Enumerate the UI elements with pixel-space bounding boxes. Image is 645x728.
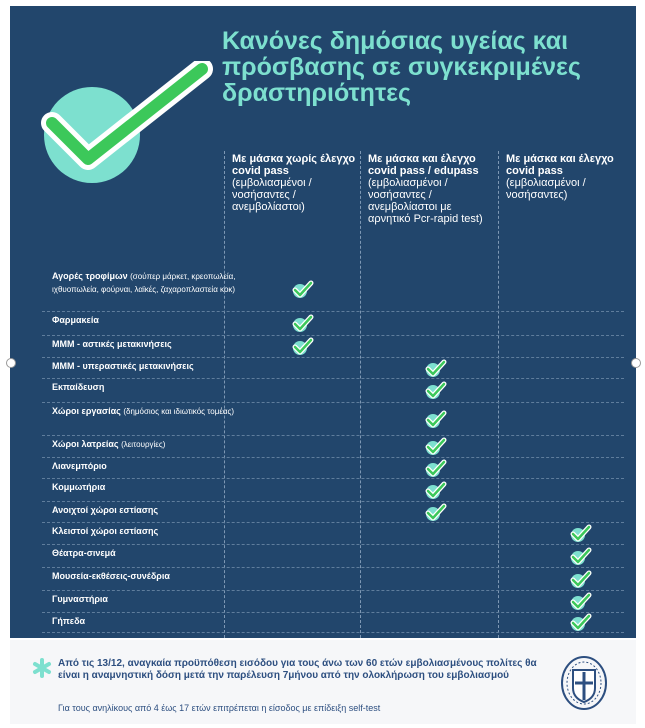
row-label xyxy=(52,314,242,327)
row-label-main: Ανοιχτοί χώροι εστίασης xyxy=(52,505,159,515)
title-line-1: Κανόνες δημόσιας υγείας και xyxy=(222,27,569,55)
checkmark-icon xyxy=(425,381,447,401)
checkmark-icon xyxy=(292,280,314,300)
table-row xyxy=(42,568,624,591)
row-label xyxy=(52,438,242,451)
row-label-main: Κομμωτήρια xyxy=(52,482,106,492)
medical-asterisk-icon xyxy=(32,658,52,678)
row-label-detail: (δημόσιος και ιδιωτικός τομέας) xyxy=(123,407,235,416)
checkmark-icon xyxy=(425,410,447,430)
row-label xyxy=(52,504,242,517)
row-label xyxy=(52,615,242,628)
row-label xyxy=(52,338,242,351)
footer-note-minors: Για τους ανηλίκους από 4 έως 17 ετών επιτρέπεται η είσοδος με επίδειξη self-test xyxy=(58,703,381,713)
row-label xyxy=(52,460,242,473)
table-row xyxy=(42,502,624,523)
row-label-main: Κλειστοί χώροι εστίασης xyxy=(52,526,159,536)
row-divider xyxy=(42,632,624,633)
page-title xyxy=(222,28,622,106)
row-label-main: Γήπεδα xyxy=(52,616,86,626)
checkmark-icon xyxy=(570,613,592,633)
checkmark-circle-icon xyxy=(30,61,220,186)
table-row xyxy=(42,312,624,336)
greek-emblem-icon xyxy=(558,654,610,712)
table-row xyxy=(42,545,624,568)
row-label-main: Γυμναστήρια xyxy=(52,594,108,604)
row-label-main: Μουσεία-εκθέσεις-συνέδρια xyxy=(52,571,170,581)
row-label xyxy=(52,405,242,418)
row-label xyxy=(52,481,242,494)
column-header-1-main: Με μάσκα χωρίς έλεγχο covid pass xyxy=(232,153,356,177)
row-label-main: ΜΜΜ - αστικές μετακινήσεις xyxy=(52,339,172,349)
checkmark-icon xyxy=(292,314,314,334)
checkmark-icon xyxy=(570,524,592,544)
poster xyxy=(10,6,636,638)
row-label-main: Χώροι λατρείας xyxy=(52,439,119,449)
checkmark-icon xyxy=(425,459,447,479)
table-row xyxy=(42,336,624,358)
column-header-3-main: Με μάσκα και έλεγχο covid pass xyxy=(506,153,614,177)
row-label-main: Εκπαίδευση xyxy=(52,382,105,392)
column-header-2-main: Με μάσκα και έλεγχο covid pass / edupass xyxy=(368,153,479,177)
table-row xyxy=(42,358,624,379)
row-label-main: Χώροι εργασίας xyxy=(52,406,121,416)
column-header-3 xyxy=(506,153,626,201)
checkmark-icon xyxy=(425,359,447,379)
resize-handle-right[interactable] xyxy=(631,358,641,368)
table-row xyxy=(42,479,624,502)
row-label xyxy=(52,547,242,560)
checkmark-icon xyxy=(425,503,447,523)
row-label xyxy=(52,360,242,373)
row-label-main: ΜΜΜ - υπεραστικές μετακινήσεις xyxy=(52,361,194,371)
footer-note: Από τις 13/12, αναγκαία προϋπόθεση εισόδου για τους άνω των 60 ετών εμβολιασμένους πολίτες θα είναι η αναμνηστική δόση μετά την παρέλευση 7μήνου από την ολοκλήρωση του εμβολιασμού xyxy=(58,658,537,681)
title-line-2: πρόσβασης σε συγκεκριμένες xyxy=(222,53,581,81)
table-row xyxy=(42,613,624,633)
column-header-3-detail: (εμβολιασμένοι /νοσήσαντες) xyxy=(506,177,586,201)
checkmark-icon xyxy=(570,547,592,567)
row-label-main: Λιανεμπόριο xyxy=(52,461,107,471)
table-row xyxy=(42,591,624,613)
footer xyxy=(10,640,636,724)
table-row xyxy=(42,436,624,458)
title-line-3: δραστηριότητες xyxy=(222,79,411,107)
table-row xyxy=(42,268,624,312)
checkmark-icon xyxy=(425,437,447,457)
row-label xyxy=(52,525,242,538)
table-row xyxy=(42,379,624,403)
column-header-2 xyxy=(368,153,496,225)
table-row xyxy=(42,458,624,479)
checkmark-icon xyxy=(292,337,314,357)
checkmark-icon xyxy=(425,481,447,501)
row-label xyxy=(52,270,242,296)
row-label xyxy=(52,593,242,606)
column-header-2-detail: (εμβολιασμένοι / νοσήσαντες / ανεμβολίαστοι με αρνητικό Pcr-rapid test) xyxy=(368,177,483,225)
column-header-1-detail: (εμβολιασμένοι / νοσήσαντες / ανεμβολίαστοι) xyxy=(232,177,312,213)
table-row xyxy=(42,403,624,436)
row-label-main: Φαρμακεία xyxy=(52,315,99,325)
row-label xyxy=(52,570,242,583)
row-label xyxy=(52,381,242,394)
row-label-main: Αγορές τροφίμων xyxy=(52,271,128,281)
checkmark-icon xyxy=(570,592,592,612)
row-label-main: Θέατρα-σινεμά xyxy=(52,548,116,558)
column-header-1 xyxy=(232,153,358,213)
row-label-detail: (σούπερ μάρκετ, κρεοπωλεία, ιχθυοπωλεία, φούρναι, λαϊκές, ζαχαροπλαστεία κοκ) xyxy=(52,272,236,294)
row-label-detail: (λειτουργίες) xyxy=(121,440,166,449)
table-row xyxy=(42,523,624,545)
checkmark-icon xyxy=(570,570,592,590)
resize-handle-left[interactable] xyxy=(6,358,16,368)
